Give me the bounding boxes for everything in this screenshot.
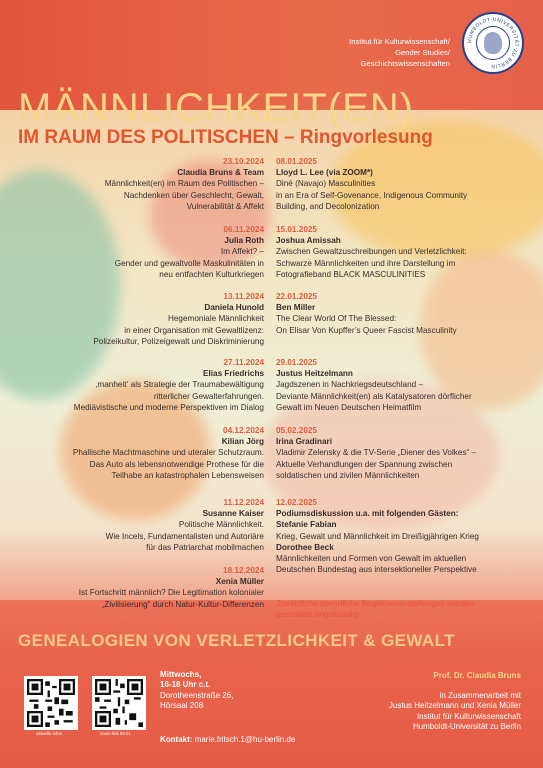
lecture-title-line: Diné (Navajo) Masculinities xyxy=(276,179,376,189)
qr-code-icon xyxy=(27,679,75,727)
lecture-title-line: Das Auto als lebensnotwendige Prothese für die xyxy=(89,459,264,469)
panel-guest-topic: Männlichkeiten und Formen von Gewalt im aktuellen xyxy=(276,554,467,564)
institute-line: Institut für Kulturwissenschaft/ xyxy=(349,37,450,46)
lecture-speaker: Susanne Kaiser xyxy=(202,509,264,519)
lecture-entry xyxy=(276,156,538,212)
lecture-title-line: Gewalt im Neuen Deutschen Heimatfilm xyxy=(276,402,422,412)
lecture-title-line: neu entfachten Kulturkriegen xyxy=(159,269,264,279)
organizer-name: Prof. Dr. Claudia Bruns xyxy=(433,671,521,680)
lecture-entry xyxy=(6,565,264,610)
university-seal-logo xyxy=(462,12,524,74)
qr-code-zoom[interactable] xyxy=(92,676,146,730)
lecture-title-line: The Clear World Of The Blessed: xyxy=(276,314,397,324)
lecture-title-line: Zwischen Gewaltzuschreibungen und Verletzlichkeit: xyxy=(276,247,467,257)
lecture-speaker: Podiumsdiskussion u.a. mit folgenden Gästen: xyxy=(276,509,459,519)
lecture-date: 04.12.2024 xyxy=(223,426,264,435)
lecture-title-line: Vladimir Zelensky & die TV-Serie „Diener des Volkes“ – xyxy=(276,448,477,458)
lecture-date: 29.01.2025 xyxy=(276,358,317,367)
lecture-title-line: für das Patriarchat mobilmachen xyxy=(146,542,264,552)
organizer-line: Justus Heitzelmann und Xenia Müller xyxy=(388,701,521,711)
lecture-title-line: soldatischen und zivilen Männlichkeiten xyxy=(276,470,420,480)
institute-line: Geschichtswissenschaften xyxy=(360,59,450,68)
page-subtitle: IM RAUM DES POLITISCHEN – Ringvorlesung xyxy=(18,127,433,148)
contact-label: Kontakt: xyxy=(160,735,193,744)
lecture-title-line: Fotografieband BLACK MASCULINITIES xyxy=(276,269,426,279)
lecture-title-line: Männlichkeit(en) im Raum des Politischen – xyxy=(104,179,264,189)
lecture-title-line: Jagdszenen in Nachkriegsdeutschland – xyxy=(276,380,424,390)
organizer-line: Institut für Kulturwissenschaft xyxy=(416,711,521,721)
page-title: MÄNNLICHKEIT(EN) xyxy=(18,86,415,130)
lecture-date: 27.11.2024 xyxy=(223,358,264,367)
panel-guest-name: Dorothee Beck xyxy=(276,542,334,552)
panel-guest-topic: Krieg, Gewalt und Männlichkeit im Dreißigjährigen Krieg xyxy=(276,531,479,541)
lecture-date: 18.12.2024 xyxy=(223,566,264,575)
room: Hörsaal 208 xyxy=(160,701,204,711)
time-location xyxy=(160,670,233,712)
lecture-date: 05.02.2025 xyxy=(276,426,317,435)
lecture-entry xyxy=(276,357,538,413)
organizer-line: Humboldt-Universität zu Berlin xyxy=(412,722,521,732)
lecture-title-line: Phallische Machtmaschine und uteraler Schutzraum. xyxy=(72,448,264,458)
lecture-title-line: Aktuelle Verhandlungen der Spannung zwischen xyxy=(276,459,453,469)
lecture-entry xyxy=(6,224,264,280)
qr-caption: zoom-link 08.01. xyxy=(99,731,133,736)
lecture-title-line: ritterlicher Gewalterfahrungen. xyxy=(153,391,264,401)
lecture-speaker: Ben Miller xyxy=(276,303,316,313)
panel-discussion-entry xyxy=(276,497,538,575)
lecture-entry xyxy=(6,291,264,347)
lecture-title-line: Teilhabe an katastrophalen Lebensweisen xyxy=(111,470,264,480)
weekday: Mittwochs, xyxy=(160,670,202,679)
lecture-date: 22.01.2025 xyxy=(276,292,317,301)
lecture-speaker: Claudia Bruns & Team xyxy=(177,168,264,178)
lecture-date: 06.11.2024 xyxy=(223,225,264,234)
lecture-speaker: Daniela Hunold xyxy=(204,303,264,313)
contact-email-link[interactable]: marie.fritsch.1@hu-berlin.de xyxy=(194,735,296,744)
institute-name xyxy=(300,36,450,69)
lecture-speaker: Lloyd L. Lee (via ZOOM*) xyxy=(276,168,373,178)
lecture-entry xyxy=(276,425,538,481)
lecture-title-line: Deviante Männlichkeit(en) als Katalysatoren dörflicher xyxy=(276,391,472,401)
lecture-title-line: Im Affekt? – xyxy=(220,247,264,257)
lecture-entry xyxy=(6,497,264,553)
qr-caption: aktuelle infos xyxy=(36,731,62,736)
lecture-title-line: Gender und gewaltvolle Maskulinitäten in xyxy=(114,258,264,268)
lecture-title-line: Ist Fortschritt männlich? Die Legitimation kolonialer xyxy=(78,588,264,598)
lecture-title-line: Politische Männlichkeit. xyxy=(178,520,264,530)
lecture-speaker: Justus Heitzelmann xyxy=(276,369,353,379)
lecture-title-line: Wie Incels, Fundamentalisten und Autoriäre xyxy=(105,531,264,541)
lecture-speaker: Joshua Amissah xyxy=(276,236,341,246)
lecture-speaker: Kilian Jörg xyxy=(221,437,264,447)
lecture-title-line: „Zivilisierung“ durch Natur-Kultur-Differenzen xyxy=(101,599,264,609)
qr-code-info[interactable] xyxy=(24,676,78,730)
lecture-date: 15.01.2025 xyxy=(276,225,317,234)
lecture-title-line: in an Era of Self-Govenance, Indigenous Community xyxy=(276,190,468,200)
organizer-block xyxy=(291,671,521,733)
panel-guest-name: Stefanie Fabian xyxy=(276,520,337,530)
lecture-entry xyxy=(6,357,264,413)
additional-events-note xyxy=(276,598,526,620)
note-line: Zusätzliche abendliche Begleitveranstaltungen werden xyxy=(276,599,474,608)
lecture-date: 12.02.2025 xyxy=(276,498,317,507)
seal-portrait xyxy=(484,32,502,54)
lecture-title-line: Polizeikultur, Polizeigewalt und Diskriminierung xyxy=(93,336,264,346)
lecture-entry xyxy=(6,156,264,212)
qr-code-icon xyxy=(95,679,143,727)
lecture-title-line: Hegemoniale Männlichkeit xyxy=(167,314,264,324)
lecture-title-line: Schwarze Männlichkeiten und ihre Darstellung im xyxy=(276,258,456,268)
lecture-title-line: ‚manheit‘ als Strategie der Traumabewältigung xyxy=(95,380,264,390)
lecture-date: 13.11.2024 xyxy=(223,292,264,301)
lecture-date: 23.10.2024 xyxy=(223,157,264,166)
lecture-speaker: Irina Gradinari xyxy=(276,437,332,447)
series-subtitle: GENEALOGIEN VON VERLETZLICHKEIT & GEWALT xyxy=(18,631,455,650)
svg-text:HUMBOLDT-UNIVERSITÄT ZU BERLIN: HUMBOLDT-UNIVERSITÄT ZU BERLIN xyxy=(466,16,520,70)
institute-line: Gender Studies/ xyxy=(395,48,450,57)
lecture-title-line: Mediävistische und moderne Perspektiven im Dialog xyxy=(73,402,264,412)
lecture-title-line: Vulnerabilität & Affekt xyxy=(186,201,264,211)
time: 16-18 Uhr c.t. xyxy=(160,680,211,690)
panel-guest-topic: Deutschen Bundestag aus intersektioneller Perspektive xyxy=(276,565,477,575)
lecture-date: 11.12.2024 xyxy=(223,498,264,507)
address: Dorotheenstraße 26, xyxy=(160,690,234,700)
lecture-speaker: Elias Friedrichs xyxy=(203,369,264,379)
lecture-entry xyxy=(276,224,538,280)
lecture-title-line: in einer Organisation mit Gewaltlizenz: xyxy=(124,325,264,335)
contact xyxy=(160,735,295,744)
lecture-title-line: Nachdenken über Geschlecht, Gewalt, xyxy=(123,190,264,200)
note-line: gesondert angekündigt. xyxy=(276,610,362,620)
lecture-title-line: Building, and Decolonization xyxy=(276,201,380,211)
lecture-entry xyxy=(276,291,538,336)
lecture-entry xyxy=(6,425,264,481)
lecture-title-line: On Elisar Von Kupffer’s Queer Fascist Masculinity xyxy=(276,325,457,335)
lecture-speaker: Xenia Müller xyxy=(215,577,264,587)
lecture-speaker: Julia Roth xyxy=(224,236,264,246)
organizer-line: in Zusammenarbeit mit xyxy=(439,690,521,700)
lecture-date: 08.01.2025 xyxy=(276,157,317,166)
